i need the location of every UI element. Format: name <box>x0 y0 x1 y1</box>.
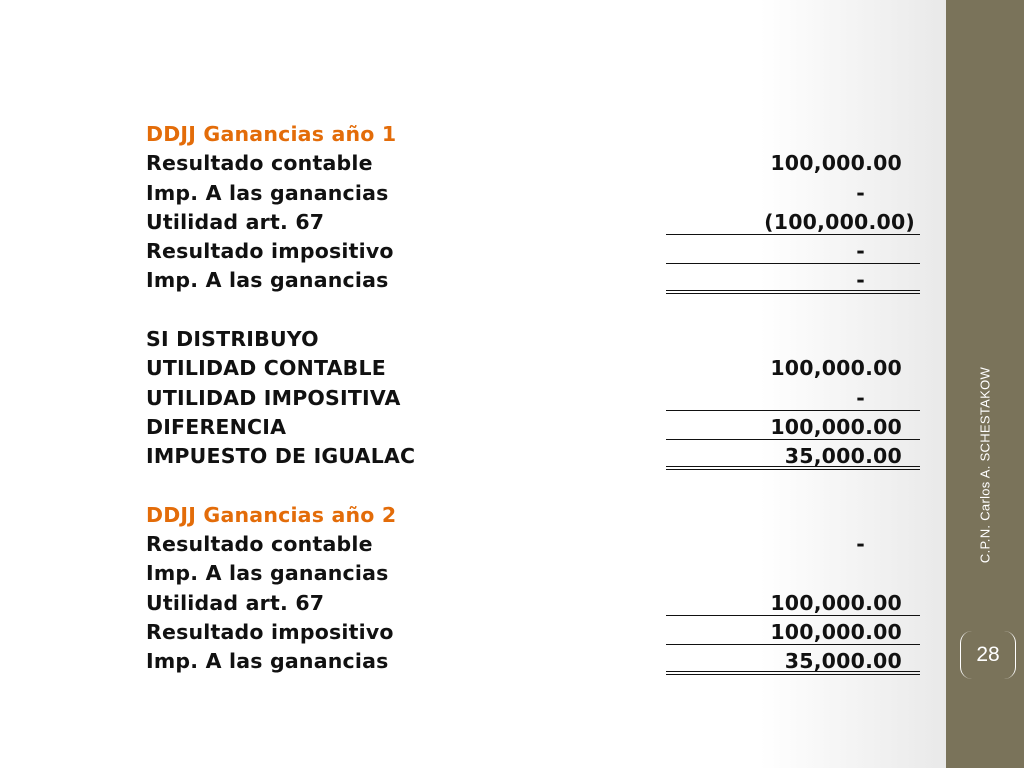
row-value-cell <box>666 354 920 380</box>
row-label: Imp. A las ganancias <box>146 561 389 586</box>
row-label: UTILIDAD CONTABLE <box>146 356 386 381</box>
row-label: DIFERENCIA <box>146 414 287 439</box>
ledger-row <box>146 384 926 413</box>
row-value-cell <box>666 442 920 470</box>
ledger-row <box>146 413 926 442</box>
row-value-cell <box>666 413 920 440</box>
row-value-cell <box>666 530 920 556</box>
row-value: - <box>856 180 865 205</box>
spacer <box>146 296 926 325</box>
section-heading-year2: DDJJ Ganancias año 2 <box>146 502 397 527</box>
row-value-cell <box>666 384 920 411</box>
row-value-cell <box>666 237 920 264</box>
row-value: - <box>856 268 865 293</box>
row-label: UTILIDAD IMPOSITIVA <box>146 385 401 410</box>
row-value: 35,000.00 <box>784 444 902 469</box>
row-label: Resultado impositivo <box>146 620 394 645</box>
row-value: 100,000.00 <box>770 151 902 176</box>
ledger-row <box>146 266 926 295</box>
row-label: Resultado contable <box>146 151 373 176</box>
author-credit: C.P.N. Carlos A. SCHESTAKOW <box>977 366 993 564</box>
ledger-row <box>146 647 926 676</box>
row-value: - <box>856 385 865 410</box>
ledger-row <box>146 237 926 266</box>
row-value: (100,000.00) <box>764 209 915 234</box>
ledger-row <box>146 559 926 588</box>
row-value: - <box>856 239 865 264</box>
row-value-cell <box>666 149 920 175</box>
row-value-cell <box>666 179 920 205</box>
row-value-cell <box>666 589 920 616</box>
row-value: 100,000.00 <box>770 414 902 439</box>
row-value-cell <box>666 559 920 585</box>
section-heading-distribution: SI DISTRIBUYO <box>146 327 319 352</box>
ledger-row <box>146 208 926 237</box>
row-value: 100,000.00 <box>770 356 902 381</box>
tax-ledger <box>146 120 926 677</box>
row-label: Utilidad art. 67 <box>146 209 325 234</box>
row-value-cell <box>666 208 920 235</box>
row-label: Resultado contable <box>146 532 373 557</box>
ledger-row <box>146 179 926 208</box>
ledger-row <box>146 149 926 178</box>
row-label: Imp. A las ganancias <box>146 268 389 293</box>
ledger-row <box>146 530 926 559</box>
row-value: - <box>856 532 865 557</box>
row-value: 35,000.00 <box>784 649 902 674</box>
row-value: 100,000.00 <box>770 620 902 645</box>
page-number: 28 <box>960 631 1016 679</box>
row-label: Resultado impositivo <box>146 239 394 264</box>
row-label: IMPUESTO DE IGUALAC <box>146 444 416 469</box>
row-label: Imp. A las ganancias <box>146 180 389 205</box>
row-label: Utilidad art. 67 <box>146 590 325 615</box>
ledger-row <box>146 618 926 647</box>
ledger-row <box>146 354 926 383</box>
row-value-cell <box>666 618 920 645</box>
ledger-row <box>146 589 926 618</box>
row-value: 100,000.00 <box>770 590 902 615</box>
ledger-row <box>146 442 926 471</box>
section-heading-year1: DDJJ Ganancias año 1 <box>146 122 397 146</box>
spacer <box>146 472 926 501</box>
row-value-cell <box>666 266 920 294</box>
row-value-cell <box>666 647 920 675</box>
row-label: Imp. A las ganancias <box>146 649 389 674</box>
